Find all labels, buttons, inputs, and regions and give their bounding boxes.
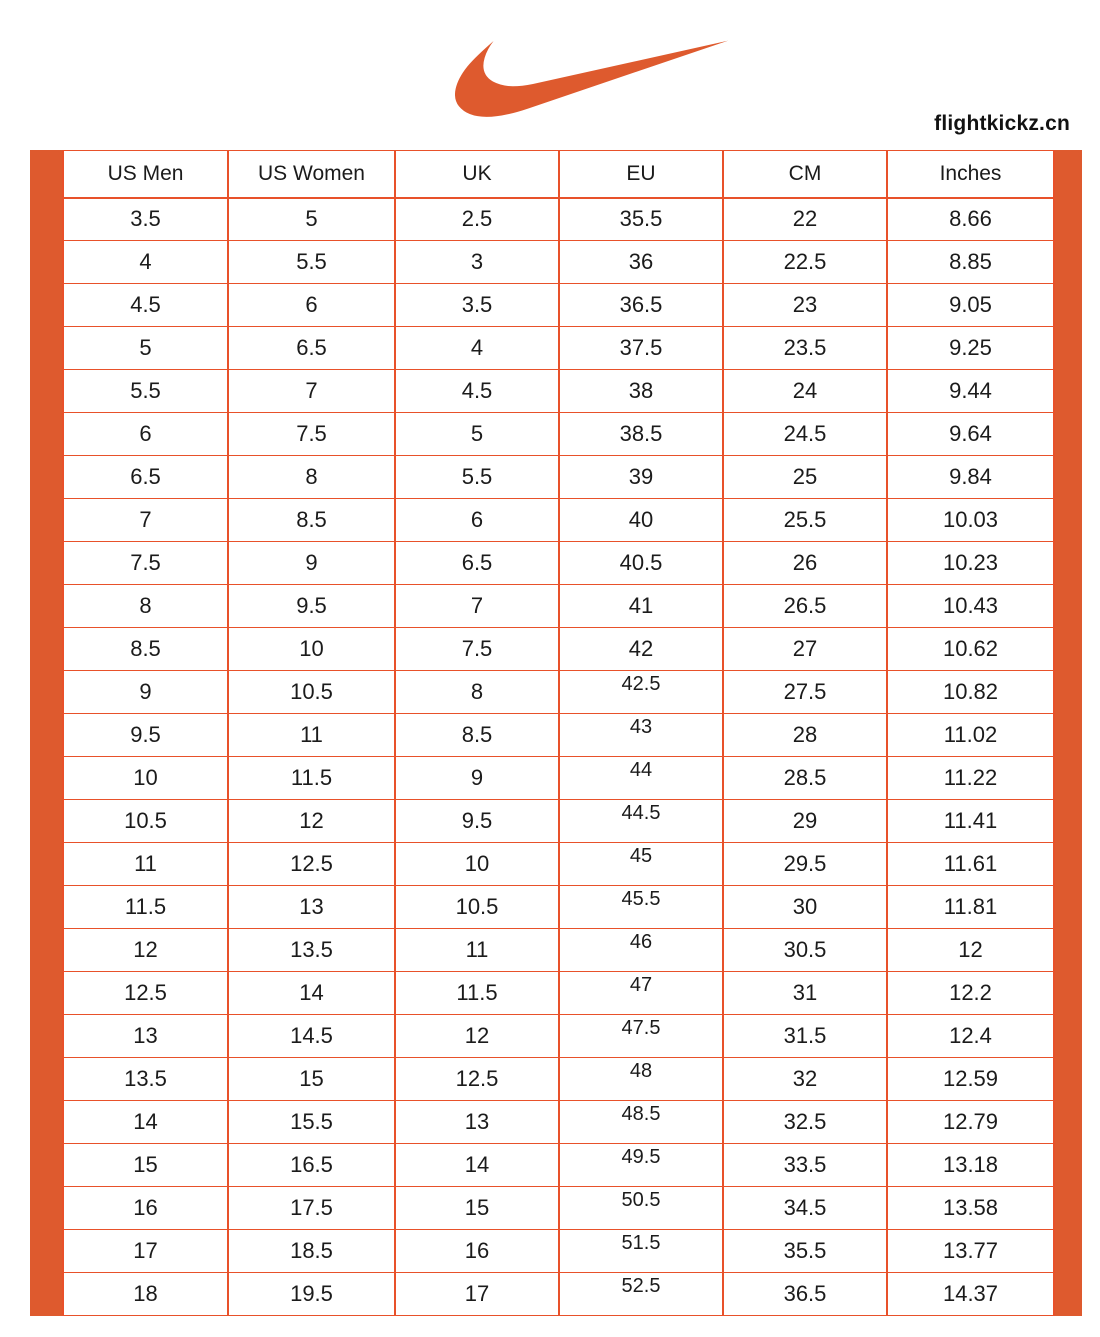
table-cell: 12.79 (887, 1101, 1054, 1144)
table-cell: 3 (395, 241, 559, 284)
table-cell: 16 (395, 1230, 559, 1273)
table-cell: 9.25 (887, 327, 1054, 370)
table-cell: 10 (63, 757, 228, 800)
table-row (63, 671, 1054, 714)
table-cell: 46 (559, 929, 723, 972)
table-cell: 9.64 (887, 413, 1054, 456)
table-row (63, 1058, 1054, 1101)
table-cell: 15 (228, 1058, 395, 1101)
table-cell: 9 (63, 671, 228, 714)
table-cell: 11 (63, 843, 228, 886)
table-cell: 12.5 (395, 1058, 559, 1101)
table-row (63, 843, 1054, 886)
table-cell: 10 (228, 628, 395, 671)
table-cell: 4 (395, 327, 559, 370)
table-cell: 3.5 (395, 284, 559, 327)
table-cell: 27 (723, 628, 887, 671)
table-cell: 48.5 (559, 1101, 723, 1144)
table-cell: 16.5 (228, 1144, 395, 1187)
table-cell: 12.2 (887, 972, 1054, 1015)
table-body (63, 198, 1054, 1316)
table-cell: 44 (559, 757, 723, 800)
table-row (63, 1230, 1054, 1273)
table-cell: 29.5 (723, 843, 887, 886)
table-row (63, 413, 1054, 456)
table-cell: 9.84 (887, 456, 1054, 499)
table-header-row (63, 151, 1054, 198)
table-cell: 22.5 (723, 241, 887, 284)
table-cell: 15 (395, 1187, 559, 1230)
table-cell: 18 (63, 1273, 228, 1316)
table-cell: 5 (395, 413, 559, 456)
table-cell: 11.41 (887, 800, 1054, 843)
column-header: EU (559, 151, 723, 198)
table-cell: 45.5 (559, 886, 723, 929)
table-cell: 12 (887, 929, 1054, 972)
table-cell: 10.82 (887, 671, 1054, 714)
table-cell: 42 (559, 628, 723, 671)
table-cell: 30 (723, 886, 887, 929)
table-cell: 6 (63, 413, 228, 456)
table-cell: 5.5 (63, 370, 228, 413)
table-cell: 11.5 (395, 972, 559, 1015)
table-cell: 11.5 (228, 757, 395, 800)
watermark: flightkickz.cn (934, 112, 1070, 135)
size-table (62, 150, 1055, 1316)
table-row (63, 972, 1054, 1015)
table-cell: 10.43 (887, 585, 1054, 628)
column-header: US Women (228, 151, 395, 198)
table-cell: 26.5 (723, 585, 887, 628)
table-row (63, 757, 1054, 800)
table-cell: 10.62 (887, 628, 1054, 671)
table-cell: 9 (228, 542, 395, 585)
table-row (63, 628, 1054, 671)
table-cell: 9.5 (63, 714, 228, 757)
table-cell: 17.5 (228, 1187, 395, 1230)
table-cell: 12 (395, 1015, 559, 1058)
table-cell: 32.5 (723, 1101, 887, 1144)
table-cell: 13.5 (228, 929, 395, 972)
table-cell: 50.5 (559, 1187, 723, 1230)
table-cell: 11.5 (63, 886, 228, 929)
table-cell: 6.5 (63, 456, 228, 499)
table-cell: 11.81 (887, 886, 1054, 929)
table-cell: 47.5 (559, 1015, 723, 1058)
table-cell: 16 (63, 1187, 228, 1230)
table-cell: 31.5 (723, 1015, 887, 1058)
table-cell: 10.03 (887, 499, 1054, 542)
table-cell: 40 (559, 499, 723, 542)
table-cell: 6 (395, 499, 559, 542)
table-cell: 11 (395, 929, 559, 972)
table-cell: 2.5 (395, 198, 559, 241)
table-cell: 30.5 (723, 929, 887, 972)
table-cell: 12.5 (63, 972, 228, 1015)
table-cell: 6.5 (395, 542, 559, 585)
table-cell: 9.5 (228, 585, 395, 628)
table-row (63, 1015, 1054, 1058)
table-cell: 15.5 (228, 1101, 395, 1144)
table-cell: 12.5 (228, 843, 395, 886)
table-cell: 13 (395, 1101, 559, 1144)
table-cell: 8 (228, 456, 395, 499)
table-cell: 28.5 (723, 757, 887, 800)
table-row (63, 929, 1054, 972)
table-row (63, 456, 1054, 499)
table-row (63, 585, 1054, 628)
table-cell: 36.5 (559, 284, 723, 327)
table-cell: 5 (228, 198, 395, 241)
column-header: CM (723, 151, 887, 198)
table-cell: 24 (723, 370, 887, 413)
column-header: US Men (63, 151, 228, 198)
table-cell: 45 (559, 843, 723, 886)
table-cell: 42.5 (559, 671, 723, 714)
table-cell: 12.4 (887, 1015, 1054, 1058)
table-cell: 19.5 (228, 1273, 395, 1316)
table-row (63, 886, 1054, 929)
table-cell: 5 (63, 327, 228, 370)
table-cell: 10.23 (887, 542, 1054, 585)
table-cell: 38.5 (559, 413, 723, 456)
table-cell: 7 (228, 370, 395, 413)
table-cell: 49.5 (559, 1144, 723, 1187)
table-cell: 5.5 (395, 456, 559, 499)
table-cell: 13.18 (887, 1144, 1054, 1187)
table-cell: 23.5 (723, 327, 887, 370)
table-cell: 17 (63, 1230, 228, 1273)
table-cell: 14 (395, 1144, 559, 1187)
table-cell: 9.05 (887, 284, 1054, 327)
table-cell: 29 (723, 800, 887, 843)
table-cell: 13 (63, 1015, 228, 1058)
table-cell: 27.5 (723, 671, 887, 714)
table-cell: 32 (723, 1058, 887, 1101)
table-cell: 15 (63, 1144, 228, 1187)
table-cell: 4.5 (395, 370, 559, 413)
table-row (63, 241, 1054, 284)
table-cell: 14 (63, 1101, 228, 1144)
table-cell: 8 (63, 585, 228, 628)
table-row (63, 499, 1054, 542)
table-cell: 33.5 (723, 1144, 887, 1187)
table-cell: 8.5 (63, 628, 228, 671)
table-cell: 5.5 (228, 241, 395, 284)
table-cell: 3.5 (63, 198, 228, 241)
table-cell: 13.58 (887, 1187, 1054, 1230)
table-cell: 7 (63, 499, 228, 542)
table-cell: 4.5 (63, 284, 228, 327)
table-cell: 6 (228, 284, 395, 327)
table-cell: 11.22 (887, 757, 1054, 800)
table-cell: 10.5 (395, 886, 559, 929)
table-row (63, 370, 1054, 413)
table-cell: 39 (559, 456, 723, 499)
table-cell: 17 (395, 1273, 559, 1316)
table-cell: 11 (228, 714, 395, 757)
table-cell: 7 (395, 585, 559, 628)
table-cell: 14 (228, 972, 395, 1015)
table-cell: 52.5 (559, 1273, 723, 1316)
table-cell: 40.5 (559, 542, 723, 585)
table-cell: 13 (228, 886, 395, 929)
column-header: UK (395, 151, 559, 198)
table-cell: 9.44 (887, 370, 1054, 413)
table-cell: 11.61 (887, 843, 1054, 886)
table-cell: 12.59 (887, 1058, 1054, 1101)
table-row (63, 1144, 1054, 1187)
table-cell: 10.5 (228, 671, 395, 714)
table-cell: 14.37 (887, 1273, 1054, 1316)
table-row (63, 1101, 1054, 1144)
table-cell: 7.5 (395, 628, 559, 671)
table-row (63, 1273, 1054, 1316)
table-cell: 8.66 (887, 198, 1054, 241)
table-row (63, 714, 1054, 757)
table-cell: 8.5 (395, 714, 559, 757)
table-cell: 38 (559, 370, 723, 413)
table-cell: 6.5 (228, 327, 395, 370)
table-cell: 51.5 (559, 1230, 723, 1273)
table-cell: 23 (723, 284, 887, 327)
table-row (63, 1187, 1054, 1230)
table-cell: 47 (559, 972, 723, 1015)
table-cell: 4 (63, 241, 228, 284)
orange-band (30, 150, 1082, 1316)
table-cell: 36.5 (723, 1273, 887, 1316)
table-cell: 9 (395, 757, 559, 800)
table-cell: 8.5 (228, 499, 395, 542)
table-cell: 48 (559, 1058, 723, 1101)
table-cell: 36 (559, 241, 723, 284)
table-cell: 37.5 (559, 327, 723, 370)
table-cell: 18.5 (228, 1230, 395, 1273)
table-cell: 44.5 (559, 800, 723, 843)
table-row (63, 327, 1054, 370)
table-cell: 26 (723, 542, 887, 585)
table-cell: 12 (228, 800, 395, 843)
table-cell: 24.5 (723, 413, 887, 456)
table-cell: 12 (63, 929, 228, 972)
table-cell: 22 (723, 198, 887, 241)
table-cell: 10 (395, 843, 559, 886)
table-row (63, 800, 1054, 843)
column-header: Inches (887, 151, 1054, 198)
table-cell: 7.5 (228, 413, 395, 456)
table-cell: 10.5 (63, 800, 228, 843)
table-cell: 7.5 (63, 542, 228, 585)
nike-swoosh-icon (455, 28, 730, 120)
table-cell: 25.5 (723, 499, 887, 542)
table-row (63, 198, 1054, 241)
table-row (63, 542, 1054, 585)
table-cell: 35.5 (723, 1230, 887, 1273)
table-cell: 25 (723, 456, 887, 499)
table-cell: 13.77 (887, 1230, 1054, 1273)
table-row (63, 284, 1054, 327)
table-cell: 35.5 (559, 198, 723, 241)
table-cell: 28 (723, 714, 887, 757)
table-cell: 41 (559, 585, 723, 628)
table-cell: 31 (723, 972, 887, 1015)
table-cell: 13.5 (63, 1058, 228, 1101)
table-cell: 43 (559, 714, 723, 757)
table-cell: 8 (395, 671, 559, 714)
table-cell: 11.02 (887, 714, 1054, 757)
table-cell: 9.5 (395, 800, 559, 843)
table-cell: 34.5 (723, 1187, 887, 1230)
table-cell: 8.85 (887, 241, 1054, 284)
table-cell: 14.5 (228, 1015, 395, 1058)
